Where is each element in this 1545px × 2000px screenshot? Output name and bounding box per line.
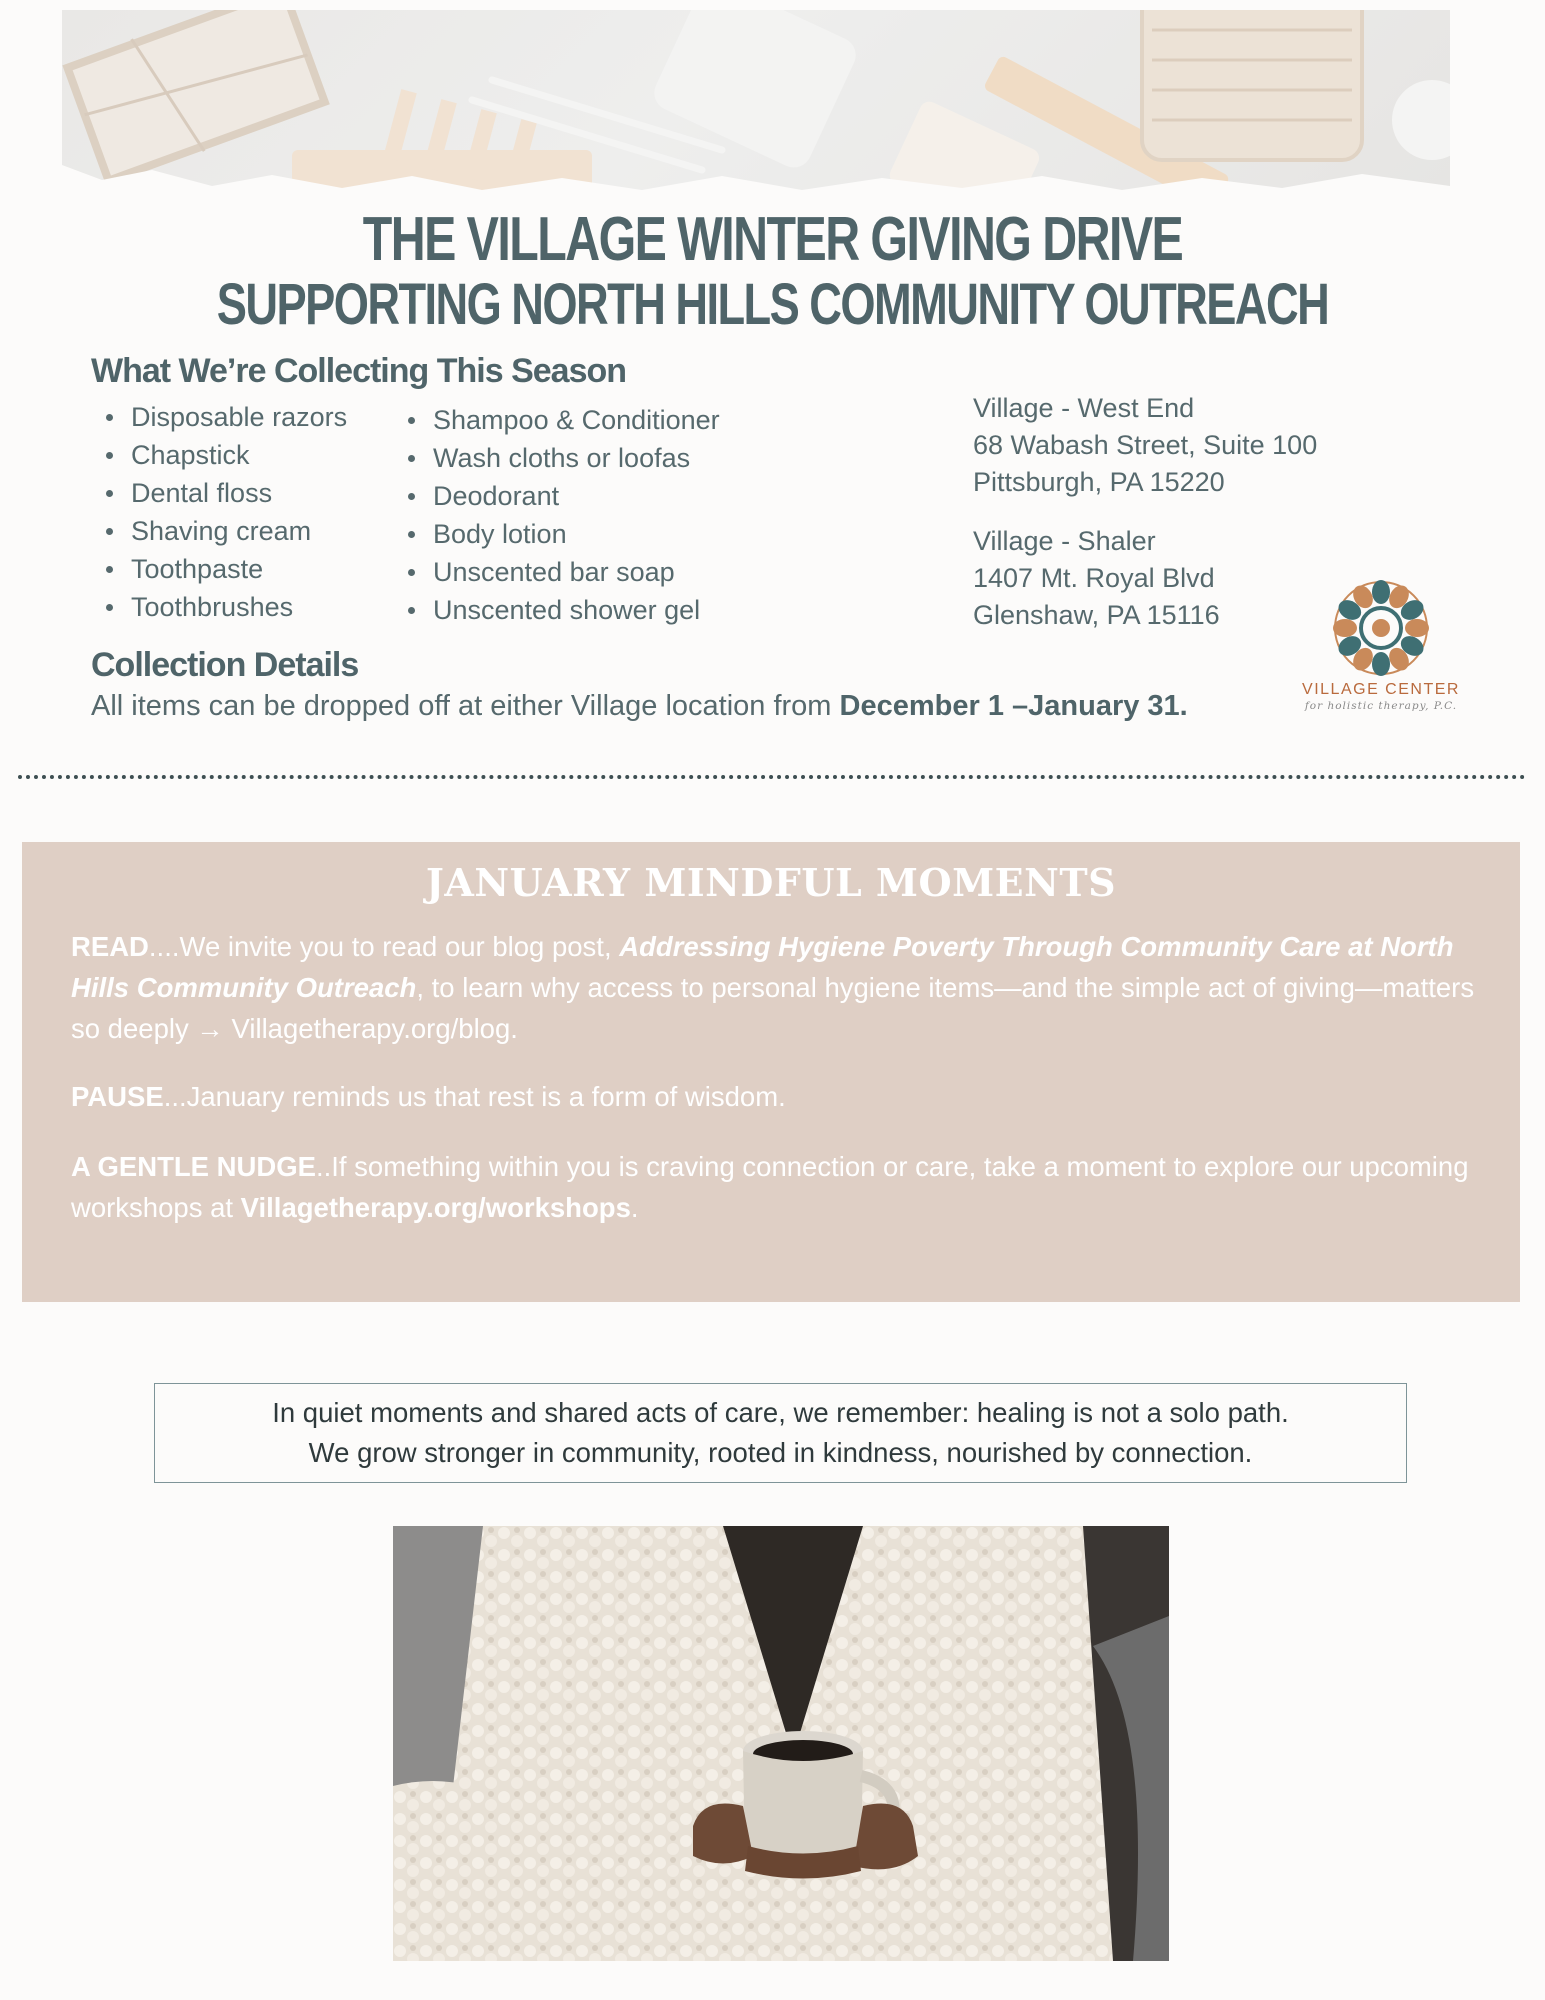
list-item: Toothbrushes <box>92 588 347 626</box>
location-shaler <box>973 523 1220 634</box>
toiletries-photo <box>62 10 1450 190</box>
collection-details-text <box>91 690 1188 723</box>
read-label: READ <box>71 931 149 962</box>
location-city: Glenshaw, PA 15116 <box>973 600 1220 630</box>
list-item: Wash cloths or loofas <box>394 439 720 477</box>
list-item: Unscented bar soap <box>394 553 720 591</box>
blog-post-title: Addressing Hygiene Poverty Through Community Care at North Hills Community Outreach <box>71 931 1454 1003</box>
location-west-end <box>973 390 1317 501</box>
nudge-text: ..If something within you is craving connection or care, take a moment to explore our upcoming workshops at <box>71 1151 1469 1223</box>
village-center-logo <box>1296 576 1466 716</box>
list-item: Dental floss <box>92 474 347 512</box>
collecting-heading: What We’re Collecting This Season <box>91 352 627 390</box>
nudge-label: A GENTLE NUDGE <box>71 1151 316 1182</box>
mindful-title: JANUARY MINDFUL MOMENTS <box>425 860 1117 905</box>
pause-paragraph <box>71 1076 1481 1117</box>
location-street: 1407 Mt. Royal Blvd <box>973 563 1215 593</box>
read-text: ....We invite you to read our blog post, <box>148 931 620 962</box>
coffee-mug-blanket-image <box>393 1526 1169 1961</box>
page-title: THE VILLAGE WINTER GIVING DRIVE <box>362 205 1183 274</box>
cozy-blanket-photo <box>393 1526 1169 1961</box>
collection-details-heading: Collection Details <box>91 646 359 684</box>
pause-text: ...January reminds us that rest is a form of wisdom. <box>163 1081 786 1112</box>
header-photo-banner <box>62 10 1450 190</box>
list-item: Disposable razors <box>92 398 347 436</box>
list-item: Body lotion <box>394 515 720 553</box>
dotted-divider <box>18 775 1526 779</box>
location-city: Pittsburgh, PA 15220 <box>973 467 1225 497</box>
details-dates: December 1 –January 31. <box>839 690 1188 722</box>
location-street: 68 Wabash Street, Suite 100 <box>973 430 1318 460</box>
mindful-moments-box <box>22 842 1520 1302</box>
list-item: Shaving cream <box>92 512 347 550</box>
workshops-link[interactable]: Villagetherapy.org/workshops <box>240 1192 631 1223</box>
logo-subtitle: for holistic therapy, P.C. <box>1304 700 1458 712</box>
nudge-end: . <box>630 1192 639 1223</box>
details-text: All items can be dropped off at either Village location from <box>91 690 840 722</box>
collect-list-left <box>92 398 347 626</box>
pause-label: PAUSE <box>71 1081 164 1112</box>
read-paragraph <box>71 926 1481 1049</box>
quote-line-1: In quiet moments and shared acts of care, we remember: healing is not a solo path. <box>272 1397 1289 1428</box>
list-item: Deodorant <box>394 477 720 515</box>
mandala-icon <box>1296 576 1466 680</box>
location-name: Village - West End <box>973 393 1195 423</box>
read-text-end: , to learn why access to personal hygiene items—and the simple act of giving—matters so deeply → Villagetherapy.org/blog. <box>71 972 1475 1044</box>
logo-name: VILLAGE CENTER <box>1302 681 1460 698</box>
location-name: Village - Shaler <box>973 526 1156 556</box>
list-item: Shampoo & Conditioner <box>394 401 720 439</box>
quote-box <box>154 1383 1407 1483</box>
nudge-paragraph <box>71 1146 1481 1228</box>
quote-line-2: We grow stronger in community, rooted in kindness, nourished by connection. <box>308 1437 1253 1468</box>
list-item: Toothpaste <box>92 550 347 588</box>
collect-list-right <box>394 401 720 629</box>
page-subtitle: SUPPORTING NORTH HILLS COMMUNITY OUTREACH <box>216 272 1329 337</box>
list-item: Chapstick <box>92 436 347 474</box>
list-item: Unscented shower gel <box>394 591 720 629</box>
